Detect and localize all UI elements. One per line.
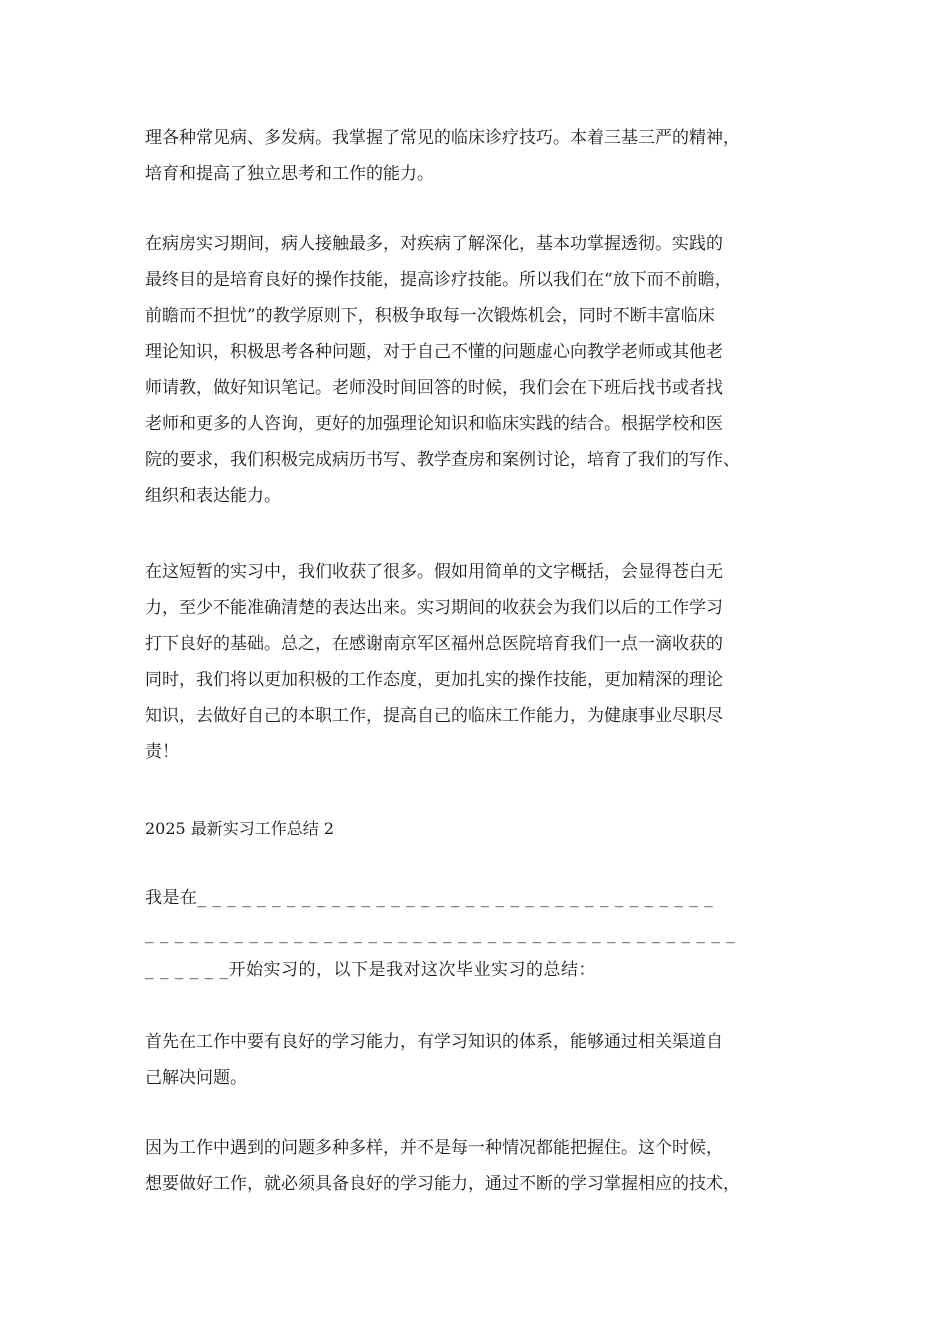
text-line: 理论知识，积极思考各种问题，对于自己不懂的问题虚心向教学老师或其他老: [145, 342, 723, 362]
text-line: 知识，去做好自己的本职工作，提高自己的临床工作能力，为健康事业尽职尽: [145, 706, 723, 726]
section-heading: 2025 最新实习工作总结 2: [145, 819, 335, 838]
fill-in-paragraph: [145, 880, 810, 988]
text-line: 理各种常见病、多发病。我掌握了常见的临床诊疗技巧。本着三基三严的精神，: [145, 128, 740, 148]
text-line: 培育和提高了独立思考和工作的能力。: [145, 164, 434, 184]
text-line: 前瞻而不担忧”的教学原则下，积极争取每一次锻炼机会，同时不断丰富临床: [145, 306, 715, 326]
fill-in-line: _ _ _ _ _ _ _ _ _ _ _ _ _ _ _ _ _ _ _ _ _ _ _ _ _ _ _ _ _ _ _ _ _ _ _ _ _ _ _ _: [145, 924, 736, 944]
text-line: 老师和更多的人咨询，更好的加强理论知识和临床实践的结合。根据学校和医: [145, 414, 723, 434]
text-line: 师请教，做好知识笔记。老师没时间回答的时候，我们会在下班后找书或者找: [145, 378, 723, 398]
text-line: 同时，我们将以更加积极的工作态度，更加扎实的操作技能，更加精深的理论: [145, 670, 723, 690]
fill-in-line: _ _ _ _ _ _开始实习的，以下是我对这次毕业实习的总结：: [145, 960, 597, 980]
text-line: 力，至少不能准确清楚的表达出来。实习期间的收获会为我们以后的工作学习: [145, 598, 723, 618]
paragraph-5: [145, 1130, 810, 1202]
text-line: 院的要求，我们积极完成病历书写、教学查房和案例讨论，培育了我们的写作、: [145, 450, 740, 470]
paragraph-1: [145, 120, 810, 192]
paragraph-3: [145, 554, 810, 770]
text-line: 首先在工作中要有良好的学习能力，有学习知识的体系，能够通过相关渠道自: [145, 1032, 723, 1052]
paragraph-4: [145, 1024, 810, 1096]
text-line: 最终目的是培育良好的操作技能，提高诊疗技能。所以我们在“放下而不前瞻，: [145, 270, 732, 290]
text-line: 在病房实习期间，病人接触最多，对疾病了解深化，基本功掌握透彻。实践的: [145, 234, 723, 254]
text-line: 因为工作中遇到的问题多种多样，并不是每一种情况都能把握住。这个时候，: [145, 1138, 723, 1158]
text-line: 想要做好工作，就必须具备良好的学习能力，通过不断的学习掌握相应的技术，: [145, 1174, 740, 1194]
text-line: 打下良好的基础。总之，在感谢南京军区福州总医院培育我们一点一滴收获的: [145, 634, 723, 654]
text-line: 组织和表达能力。: [145, 486, 281, 506]
paragraph-2: [145, 226, 810, 514]
text-line: 己解决问题。: [145, 1068, 247, 1088]
fill-in-line: 我是在_ _ _ _ _ _ _ _ _ _ _ _ _ _ _ _ _ _ _ _ _ _ _ _ _ _ _ _ _ _ _ _ _ _ _: [145, 888, 714, 908]
text-line: 在这短暂的实习中，我们收获了很多。假如用简单的文字概括，会显得苍白无: [145, 562, 723, 582]
text-line: 责！: [145, 742, 179, 762]
